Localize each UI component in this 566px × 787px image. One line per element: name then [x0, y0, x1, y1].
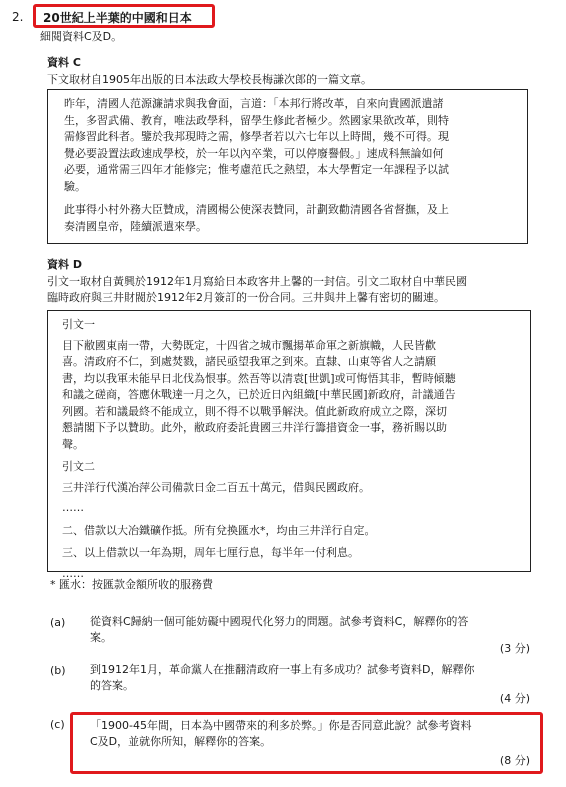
source-c-line: 生，多習武備、教育，唯法政學科，留學生修此者極少。然國家果欲改革，則特 [64, 113, 449, 127]
source-d-intro-line: 引文一取材自黃興於1912年1月寫給日本政客井上馨的一封信。引文二取材自中華民國 [47, 275, 467, 288]
excerpt-1-label: 引文一 [62, 318, 95, 331]
question-c-line: C及D，並就你所知，解釋你的答案。 [90, 735, 272, 748]
excerpt-2-line-3: 三、以上借款以一年為期，周年七厘行息，每半年一付利息。 [62, 546, 359, 559]
question-c-line: 「1900-45年間，日本為中國帶來的利多於弊。」你是否同意此說？試參考資料 [90, 719, 472, 732]
question-b-label: (b) [50, 664, 66, 677]
question-c-text [90, 718, 530, 750]
source-c-paragraph-1 [64, 96, 513, 195]
excerpt-1-line: 列國。若和議最終不能成立，則不得不以戰爭解決。值此新政府成立之際，深切 [62, 404, 447, 418]
excerpt-1-text [62, 338, 516, 454]
source-c-line: 覺必要設置法政速成學校，於一年以內卒業，可以停廢譽假。」速成科無論如何 [64, 146, 444, 160]
question-c-marks: (8 分) [499, 754, 530, 767]
excerpt-2-label: 引文二 [62, 460, 95, 473]
excerpt-1-line: 目下敝國東南一帶，大勢既定，十四省之城市飄揚革命軍之新旗幟，人民皆歡 [62, 338, 436, 352]
source-d-intro-line: 臨時政府與三井財閥於1912年2月簽訂的一份合同。三井與井上馨有密切的關連。 [47, 291, 445, 304]
question-a-label: (a) [50, 616, 66, 629]
question-a-marks: (3 分) [499, 642, 530, 655]
excerpt-2-ellipsis: …… [62, 566, 84, 580]
source-c-paragraph-2 [64, 202, 513, 235]
question-a-line: 案。 [90, 631, 112, 644]
source-d-intro [47, 274, 537, 306]
question-b-line: 的答案。 [90, 679, 134, 692]
question-b-marks: (4 分) [499, 692, 530, 705]
source-c-box [47, 89, 528, 244]
question-a-line: 從資料C歸納一個可能妨礙中國現代化努力的問題。試參考資料C，解釋你的答 [90, 615, 469, 628]
question-b-line: 到1912年1月，革命黨人在推翻清政府一事上有多成功？試參考資料D，解釋你 [90, 663, 475, 676]
excerpt-2-line-2: 二、借款以大冶鐵礦作抵。所有兌換匯水*，均由三井洋行自定。 [62, 523, 376, 537]
source-c-line: 昨年，清國人范源濂請求與我會面，言道：「本邦行將改革，自來向貴國派遣諸 [64, 97, 444, 110]
question-number: 2. [12, 10, 24, 24]
source-d-heading: 資料 D [47, 258, 82, 271]
excerpt-2-ellipsis: …… [62, 501, 84, 514]
question-intro: 細閱資料C及D。 [40, 30, 123, 43]
source-c-line: 驗。 [64, 179, 86, 193]
source-c-line: 必要，通常需三四年才能修完；惟考慮范氏之熱望，本大學暫定一年課程予以試 [64, 163, 449, 176]
excerpt-1-line: 書，均以我軍未能早日北伐為恨事。然吾等以清袁[世凱]或可悔悟其非，暫時傾聽 [62, 371, 456, 385]
excerpt-2-line-1: 三井洋行代漢冶萍公司備款日金二百五十萬元，借與民國政府。 [62, 480, 370, 494]
source-c-line: 奏清國皇帝，陸續派遣來學。 [64, 219, 207, 233]
question-title: 20世紀上半葉的中國和日本 [43, 11, 192, 25]
excerpt-1-line: 懇請閣下予以贊助。此外，敝政府委託貴國三井洋行籌措資金一事，務祈賜以助 [62, 421, 447, 434]
footnote: * 匯水：按匯款金額所收的服務費 [50, 578, 213, 591]
source-c-line: 此事得小村外務大臣贊成，清國楊公使深表贊同，計劃致勸清國各省督撫，及上 [64, 203, 449, 216]
source-c-line: 需修習此科者。鑒於我邦現時之需，修學者若以六七年以上時間，幾不可得。現 [64, 130, 449, 143]
source-d-box [47, 310, 531, 580]
excerpt-1-line: 聲。 [62, 437, 84, 451]
excerpt-1-line: 和議之磋商，答應休戰達一月之久，已於近日內組織[中華民國]新政府，計議通告 [62, 388, 456, 401]
source-c-intro: 下文取材自1905年出版的日本法政大學校長梅謙次郎的一篇文章。 [47, 73, 372, 86]
question-c-label: (c) [50, 718, 65, 731]
excerpt-1-line: 喜。清政府不仁，到處焚戮，諸民亟望我軍之到來。直隸、山東等省人之請願 [62, 355, 436, 368]
source-c-heading: 資料 C [47, 56, 81, 69]
